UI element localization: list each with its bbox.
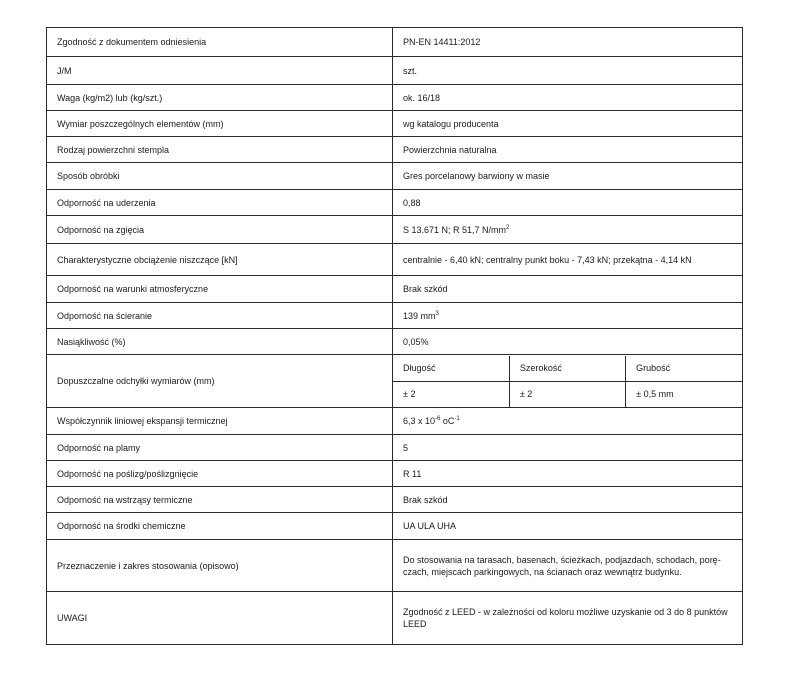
table-row: [47, 592, 743, 645]
row-value: Do stosowania na tarasach, basenach, ścieżkach, podjazdach, schodach, porę-czach, miejscach parkingowych, na ścianach oraz wewnątrz budynku.: [393, 540, 743, 592]
table-row: [47, 216, 743, 244]
table-row: [47, 276, 743, 303]
table-row: [47, 190, 743, 216]
table-row: [47, 137, 743, 163]
row-value: 0,88: [393, 190, 743, 216]
table-row: [47, 329, 743, 355]
tolerance-value-width: ± 2: [509, 381, 625, 407]
row-label: Odporność na ścieranie: [47, 303, 393, 329]
tolerance-grid: [393, 356, 742, 407]
row-value: Brak szkód: [393, 276, 743, 303]
superscript: -6: [435, 416, 441, 422]
table-row: [47, 408, 743, 435]
row-value: R 11: [393, 461, 743, 487]
row-label: J/M: [47, 57, 393, 85]
table-row: [47, 57, 743, 85]
row-label: Sposób obróbki: [47, 163, 393, 190]
row-label: Dopuszczalne odchyłki wymiarów (mm): [47, 355, 393, 408]
tolerance-header-thickness: Grubość: [626, 356, 742, 382]
table-row: [47, 111, 743, 137]
row-label: Odporność na plamy: [47, 435, 393, 461]
row-label: Odporność na wstrząsy termiczne: [47, 487, 393, 513]
row-label: Rodzaj powierzchni stempla: [47, 137, 393, 163]
row-label: Odporność na środki chemiczne: [47, 513, 393, 540]
row-label: Odporność na uderzenia: [47, 190, 393, 216]
row-label: Przeznaczenie i zakres stosowania (opisowo): [47, 540, 393, 592]
table-row: [47, 435, 743, 461]
row-label: Waga (kg/m2) lub (kg/szt.): [47, 85, 393, 111]
tolerance-row: [47, 355, 743, 408]
value-text: 139 mm: [403, 310, 436, 321]
tolerance-subtable: [393, 355, 743, 408]
row-label: UWAGI: [47, 592, 393, 645]
row-label: Odporność na poślizg/poślizgnięcie: [47, 461, 393, 487]
tolerance-value-length: ± 2: [403, 389, 416, 399]
table-row: [47, 163, 743, 190]
superscript: -1: [454, 416, 460, 422]
row-value: Powierzchnia naturalna: [393, 137, 743, 163]
row-value: [393, 216, 743, 244]
row-label: Odporność na warunki atmosferyczne: [47, 276, 393, 303]
value-text: S 13.671 N; R 51,7 N/mm: [403, 224, 507, 235]
row-label: Współczynnik liniowej ekspansji termicznej: [47, 408, 393, 435]
table-row: [47, 28, 743, 57]
row-value: PN-EN 14411:2012: [393, 28, 743, 57]
specification-table: [46, 27, 743, 645]
row-value: UA ULA UHA: [393, 513, 743, 540]
tolerance-header-length: Długość: [393, 356, 509, 382]
table-row: [47, 487, 743, 513]
row-label: Charakterystyczne obciążenie niszczące [kN]: [47, 244, 393, 276]
tolerance-value-row: [393, 381, 742, 407]
table-row: [47, 244, 743, 276]
row-label: Nasiąkliwość (%): [47, 329, 393, 355]
row-value: Brak szkód: [393, 487, 743, 513]
table-row: [47, 461, 743, 487]
table-row: [47, 540, 743, 592]
table-row: [47, 513, 743, 540]
row-value: [393, 408, 743, 435]
tolerance-header-row: [393, 356, 742, 382]
row-value: 0,05%: [393, 329, 743, 355]
row-value: Gres porcelanowy barwiony w masie: [393, 163, 743, 190]
row-value: szt.: [393, 57, 743, 85]
superscript: 2: [506, 224, 510, 231]
table-row: [47, 85, 743, 111]
row-label: Zgodność z dokumentem odniesienia: [47, 28, 393, 57]
row-value: 5: [393, 435, 743, 461]
row-value: centralnie - 6,40 kN; centralny punkt boku - 7,43 kN; przekątna - 4,14 kN: [393, 244, 743, 276]
row-value: [393, 303, 743, 329]
value-text: 6,3 x 10: [403, 416, 436, 426]
tolerance-header-width: Szerokość: [509, 356, 625, 382]
row-label: Odporność na zgięcia: [47, 216, 393, 244]
tolerance-value-thickness: ± 0,5 mm: [626, 381, 742, 407]
row-value: wg katalogu producenta: [393, 111, 743, 137]
superscript: 3: [435, 310, 439, 317]
table-row: [47, 303, 743, 329]
row-value: ok. 16/18: [393, 85, 743, 111]
row-value: Zgodność z LEED - w zależności od koloru możliwe uzyskanie od 3 do 8 punktów LEED: [393, 592, 743, 645]
value-unit: oC: [440, 416, 455, 426]
row-label: Wymiar poszczególnych elementów (mm): [47, 111, 393, 137]
